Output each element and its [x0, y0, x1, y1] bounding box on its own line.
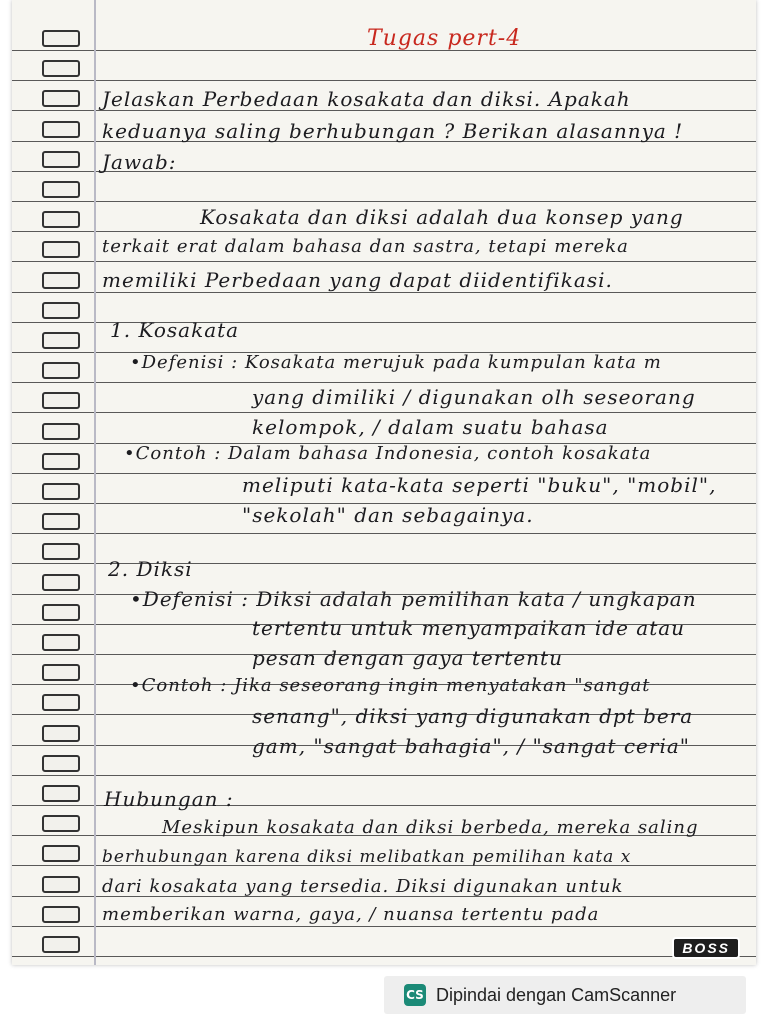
binding-hole — [42, 362, 80, 379]
binding-hole — [42, 785, 80, 802]
binding-hole — [42, 845, 80, 862]
text-line: keduanya saling berhubungan ? Berikan alasannya ! — [102, 119, 684, 143]
notebook-page — [12, 0, 756, 965]
text-line: yang dimiliki / digunakan olh seseorang — [252, 385, 696, 409]
ruled-line — [12, 261, 756, 262]
binding-hole — [42, 121, 80, 138]
text-line: •Defenisi : Diksi adalah pemilihan kata / ungkapan — [130, 587, 697, 611]
binding-hole — [42, 392, 80, 409]
boss-watermark: BOSS — [672, 937, 740, 959]
binding-hole — [42, 151, 80, 168]
ruled-line — [12, 231, 756, 232]
section-heading: 1. Kosakata — [110, 318, 240, 342]
text-line: memiliki Perbedaan yang dapat diidentifikasi. — [102, 268, 613, 292]
binding-hole — [42, 332, 80, 349]
text-line: kelompok, / dalam suatu bahasa — [252, 415, 609, 439]
text-line: berhubungan karena diksi melibatkan pemilihan kata x — [102, 847, 632, 867]
binding-hole — [42, 302, 80, 319]
camscanner-badge — [384, 976, 746, 1014]
text-line: memberikan warna, gaya, / nuansa tertentu pada — [102, 904, 600, 925]
binding-hole — [42, 211, 80, 228]
binding-hole — [42, 876, 80, 893]
binding-hole — [42, 30, 80, 47]
text-line: terkait erat dalam bahasa dan sastra, tetapi mereka — [102, 236, 629, 257]
binding-hole — [42, 181, 80, 198]
ruled-line — [12, 412, 756, 413]
binding-hole — [42, 815, 80, 832]
text-line: Kosakata dan diksi adalah dua konsep yang — [200, 205, 684, 229]
ruled-line — [12, 956, 756, 957]
binding-hole — [42, 906, 80, 923]
text-line: Meskipun kosakata dan diksi berbeda, mereka saling — [162, 817, 699, 838]
text-line: tertentu untuk menyampaikan ide atau — [252, 616, 686, 640]
binding-hole — [42, 694, 80, 711]
margin-line — [94, 0, 96, 965]
text-line: dari kosakata yang tersedia. Diksi digunakan untuk — [102, 876, 624, 897]
text-line: gam, "sangat bahagia", / "sangat ceria" — [252, 734, 690, 758]
ruled-line — [12, 926, 756, 927]
text-line: senang", diksi yang digunakan dpt bera — [252, 704, 694, 728]
binding-hole — [42, 272, 80, 289]
binding-hole — [42, 634, 80, 651]
binding-hole — [42, 90, 80, 107]
section-heading: Hubungan : — [104, 787, 234, 811]
binding-hole — [42, 543, 80, 560]
binding-hole — [42, 725, 80, 742]
binding-hole — [42, 60, 80, 77]
ruled-line — [12, 80, 756, 81]
text-line: Jawab: — [102, 150, 177, 174]
binding-hole — [42, 423, 80, 440]
binding-hole — [42, 936, 80, 953]
ruled-line — [12, 533, 756, 534]
binding-hole — [42, 483, 80, 500]
ruled-line — [12, 382, 756, 383]
binding-hole — [42, 755, 80, 772]
text-line: •Contoh : Dalam bahasa Indonesia, contoh kosakata — [124, 443, 652, 464]
ruled-line — [12, 201, 756, 202]
text-line: pesan dengan gaya tertentu — [252, 646, 563, 670]
text-line: "sekolah" dan sebagainya. — [242, 503, 534, 527]
text-line: •Defenisi : Kosakata merujuk pada kumpulan kata m — [130, 352, 662, 373]
text-line: meliputi kata-kata seperti "buku", "mobil", — [242, 473, 717, 497]
section-heading: 2. Diksi — [108, 557, 193, 581]
camscanner-icon: CS — [404, 984, 426, 1006]
camscanner-label: Dipindai dengan CamScanner — [436, 984, 677, 1005]
text-line: Jelaskan Perbedaan kosakata dan diksi. Apakah — [102, 87, 631, 111]
ruled-line — [12, 775, 756, 776]
binding-hole — [42, 664, 80, 681]
spiral-binding — [22, 10, 90, 960]
binding-hole — [42, 574, 80, 591]
page-title: Tugas pert-4 — [367, 26, 522, 51]
binding-hole — [42, 453, 80, 470]
binding-hole — [42, 241, 80, 258]
binding-hole — [42, 513, 80, 530]
binding-hole — [42, 604, 80, 621]
text-line: •Contoh : Jika seseorang ingin menyatakan "sangat — [130, 675, 651, 696]
ruled-line — [12, 292, 756, 293]
